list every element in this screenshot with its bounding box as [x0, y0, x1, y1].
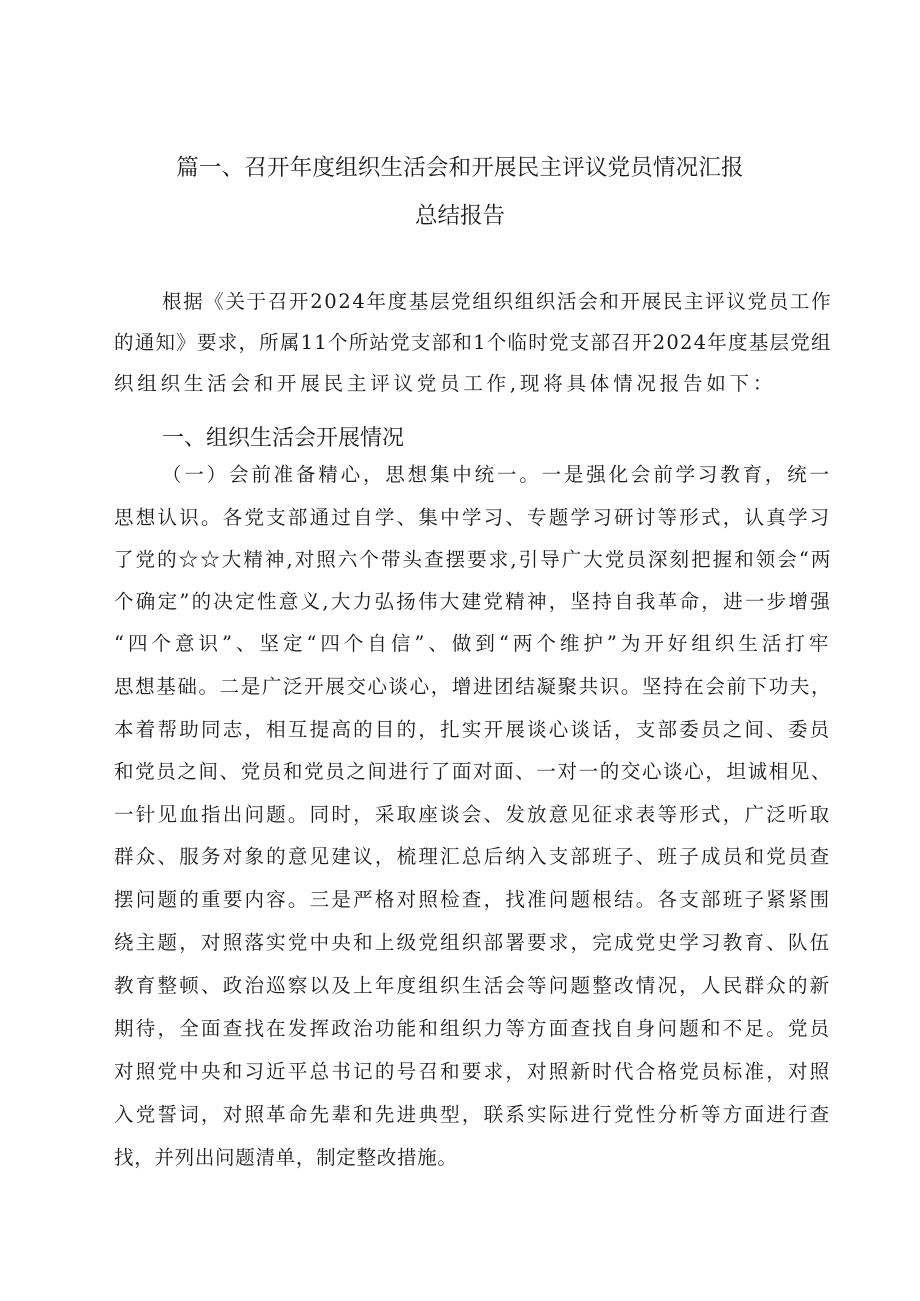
body-line: 思想基础。二是广泛开展交心谈心，增进团结凝聚共识。坚持在会前下功夫， — [114, 675, 833, 698]
section-heading: 一、组织生活会开展情况 — [162, 426, 405, 451]
intro-line: 的通知》要求，所属11个所站党支部和1个临时党支部召开2024年度基层党组 — [114, 331, 832, 354]
body-line: 期待，全面查找在发挥政治功能和组织力等方面查找自身问题和不足。党员 — [114, 1017, 832, 1040]
body-line: （一）会前准备精心，思想集中统一。一是强化会前学习教育，统一 — [162, 463, 832, 486]
body-line: 本着帮助同志，相互提高的目的，扎实开展谈心谈话，支部委员之间、委员 — [114, 718, 832, 741]
body-line: 绕主题，对照落实党中央和上级党组织部署要求，完成党史学习教育、队伍 — [114, 931, 832, 954]
body-line: 一针见血指出问题。同时，采取座谈会、发放意见征求表等形式，广泛听取 — [114, 803, 832, 826]
body-line: 和党员之间、党员和党员之间进行了面对面、一对一的交心谈心，坦诚相见、 — [114, 760, 833, 783]
document-title-line-1: 篇一、召开年度组织生活会和开展民主评议党员情况汇报 — [176, 155, 744, 181]
body-line: 入党誓词，对照革命先辈和先进典型，联系实际进行党性分析等方面进行查 — [114, 1103, 832, 1126]
body-line: “四个意识”、坚定“四个自信”、做到“两个维护”为开好组织生活打牢 — [114, 632, 833, 655]
body-line: 找，并列出问题清单，制定整改措施。 — [114, 1146, 458, 1169]
body-line: 摆问题的重要内容。三是严格对照检查，找准问题根结。各支部班子紧紧围 — [114, 888, 832, 911]
intro-line: 根据《关于召开2024年度基层党组织组织活会和开展民主评议党员工作 — [162, 290, 833, 313]
body-line: 了党的☆☆大精神,对照六个带头查摆要求,引导广大党员深刻把握和领会“两 — [114, 548, 833, 571]
body-line: 教育整顿、政治巡察以及上年度组织生活会等问题整改情况，人民群众的新 — [114, 974, 832, 997]
intro-line: 织组织生活会和开展民主评议党员工作,现将具体情况报告如下： — [114, 372, 777, 395]
body-line: 思想认识。各党支部通过自学、集中学习、专题学习研讨等形式，认真学习 — [114, 506, 832, 529]
document-title-line-2: 总结报告 — [414, 203, 505, 229]
body-line: 对照党中央和习近平总书记的号召和要求，对照新时代合格党员标准，对照 — [114, 1060, 832, 1083]
body-line: 个确定”的决定性意义,大力弘扬伟大建党精神，坚持自我革命，进一步增强 — [114, 590, 833, 613]
body-line: 群众、服务对象的意见建议，梳理汇总后纳入支部班子、班子成员和党员查 — [114, 845, 832, 868]
